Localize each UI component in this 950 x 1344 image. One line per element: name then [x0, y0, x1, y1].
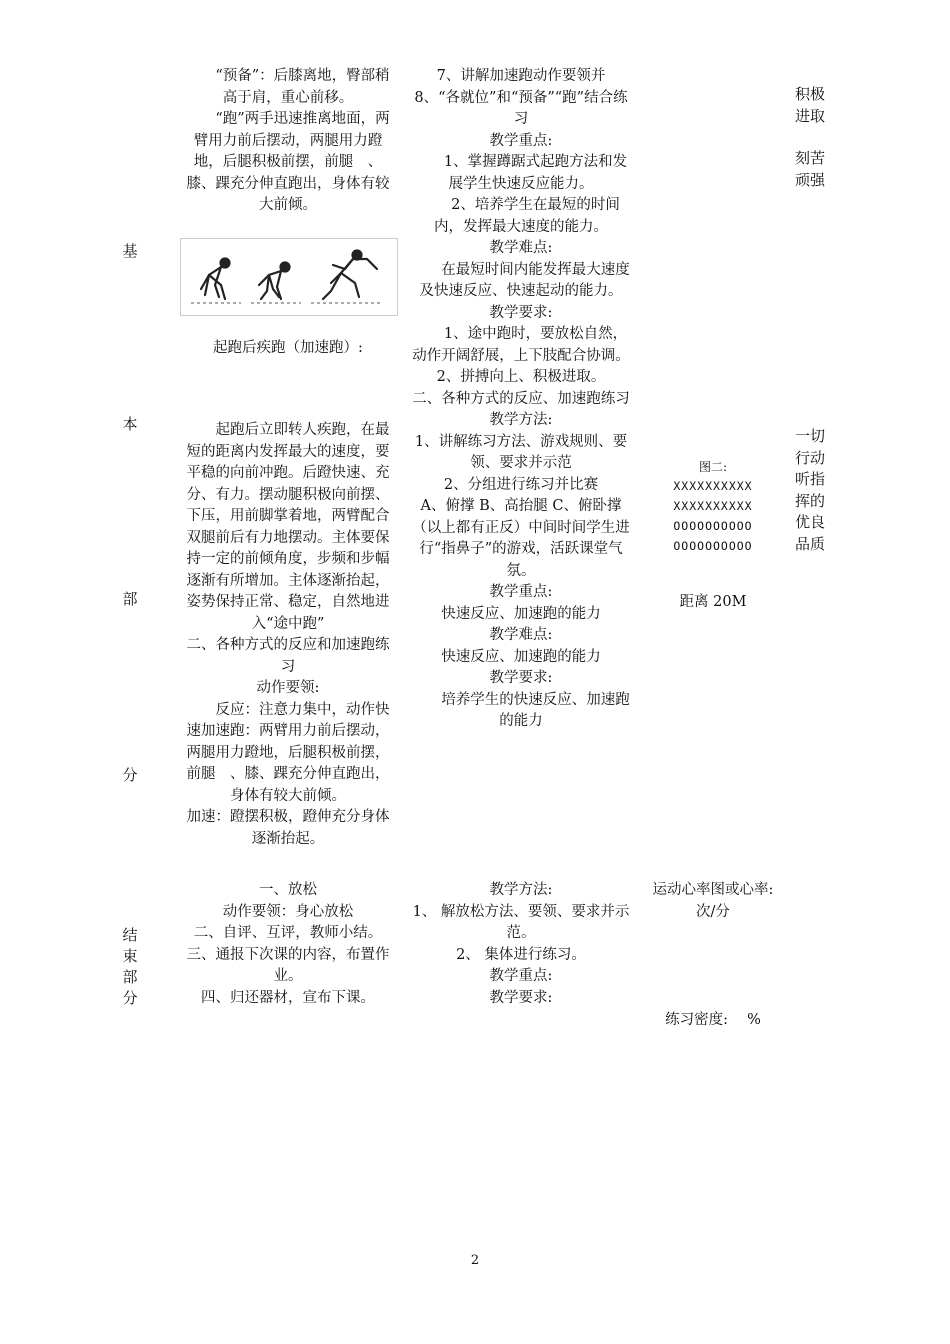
method-column-end [412, 880, 630, 1009]
method-line: 8、“各就位”和“预备”“跑”结合练习 [414, 89, 628, 127]
heart-rate-label: 运动心率图或心率: 次/分 [652, 882, 803, 920]
difficulty-item: 快速反应、加速跑的能力 [441, 648, 601, 665]
requirement-heading: 教学要求: [489, 989, 553, 1006]
end-evaluate: 二、自评、互评，教师小结。 [193, 925, 383, 941]
reaction-text: 反应：注意力集中，动作快速加速跑：两臂用力前后摆动，两腿用力蹬地，后腿积极前摆，前腿 、膝、踝充分伸直跑出，身体有较大前倾。 [186, 701, 390, 804]
content-column-top [180, 66, 396, 217]
formation-row: XXXXXXXXXX [673, 499, 753, 513]
section2-key-label: 动作要领: [256, 680, 320, 696]
density-label: 练习密度: % [665, 1012, 761, 1028]
difficulty-heading: 教学难点: [489, 240, 553, 256]
accel-text: 起跑后立即转人疾跑，在最短的距离内发挥最大的速度，要平稳的向前冲跑。后蹬快速、充分、有力。摆动腿积极向前摆、下压，用前脚掌着地，两臂配合双腿前后有力地摆动。主体要保持一定的前倾角度，步频和步幅逐渐有所增加。主体逐渐抬起，姿势保持正常、稳定，自然地进入“途中跑” [186, 422, 390, 632]
section-char: 部 [122, 590, 138, 608]
method-heading: 教学方法: [489, 882, 553, 898]
method-item: 1、 解放松方法、要领、要求并示范。 [412, 903, 630, 941]
method-item: 2、 集体进行练习。 [456, 946, 586, 963]
focus-item: 快速反应、加速跑的能力 [441, 605, 601, 622]
formation-row: OOOOOOOOOO [673, 519, 753, 533]
section-char: 分 [122, 989, 138, 1007]
run-step-text: “跑”两手迅速推离地面，两臂用力前后摆动，两腿用力蹬地，后腿积极前摆，前腿 、膝、踝充分伸直跑出，身体有较大前倾。 [186, 111, 390, 213]
section-char: 束 [122, 947, 138, 965]
sprinter-illustration [181, 239, 397, 315]
requirement-heading: 教学要求: [489, 670, 553, 686]
sprint-start-figure [180, 238, 398, 316]
end-dismiss: 四、归还器材，宣布下课。 [201, 989, 375, 1006]
content-column-middle [180, 420, 396, 850]
requirement-item: 1、途中跑时，要放松自然，动作开阔舒展，上下肢配合协调。 [412, 326, 630, 364]
page-number: 2 [470, 1253, 480, 1268]
method-heading: 教学方法: [489, 412, 553, 428]
prep-step-text: “预备”：后膝离地，臀部稍高于肩，重心前移。 [215, 68, 390, 106]
moral-item-b: 刻苦顽强 [795, 149, 826, 189]
focus-item: 1、掌握蹲踞式起跑方法和发展学生快速反应能力。 [443, 154, 628, 192]
focus-item: 2、培养学生在最短的时间内，发挥最大速度的能力。 [434, 197, 620, 235]
method-item: 2、分组进行练习并比赛 [443, 476, 599, 493]
section2-title: 二、各种方式的反应和加速跑练习 [186, 637, 390, 675]
focus-heading: 教学重点: [489, 968, 553, 984]
difficulty-heading: 教学难点: [489, 627, 553, 643]
section-char: 部 [122, 968, 138, 986]
moral-item-c: 一切行动听指挥的优良品质 [795, 427, 826, 553]
requirement-item: 2、拼搏向上、积极进取。 [436, 369, 606, 385]
formation-row: XXXXXXXXXX [673, 479, 753, 493]
distance-label: 距离 20M [679, 594, 747, 610]
requirement-heading: 教学要求: [489, 304, 553, 321]
focus-heading: 教学重点: [489, 584, 553, 600]
end-key: 动作要领：身心放松 [222, 903, 354, 920]
content-column-end [180, 880, 396, 1009]
method-item: 1、讲解练习方法、游戏规则、要领、要求并示范 [414, 433, 628, 471]
method-line: 7、讲解加速跑动作要领并 [436, 68, 606, 84]
moral-item-a: 积极进取 [795, 85, 826, 125]
formation-grid [643, 476, 783, 556]
end-relax: 一、放松 [259, 882, 317, 898]
difficulty-item: 在最短时间内能发挥最大速度及快速反应、快速起动的能力。 [419, 261, 630, 299]
section-char: 分 [122, 766, 138, 784]
method-column [412, 66, 630, 733]
formation-row: OOOOOOOOOO [673, 539, 753, 553]
focus-heading: 教学重点: [489, 132, 553, 149]
accel-title: 起跑后疾跑（加速跑）: [213, 340, 363, 356]
section-char: 结 [122, 926, 138, 944]
section-char: 基 [122, 242, 138, 260]
formation-figure-title: 图二: [698, 460, 728, 474]
end-notice: 三、通报下次课的内容，布置作业。 [186, 946, 390, 984]
section2-title: 二、各种方式的反应、加速跑练习 [412, 390, 630, 407]
method-item: A、俯撑 B、高抬腿 C、俯卧撑（以上都有正反）中间时间学生进行“指鼻子”的游戏，活跃课堂气氛。 [412, 498, 630, 579]
acceleration-text: 加速：蹬摆积极，蹬伸充分身体逐渐抬起。 [186, 809, 390, 847]
requirement-item: 培养学生的快速反应、加速跑的能力 [441, 691, 630, 729]
section-char: 本 [122, 415, 138, 433]
